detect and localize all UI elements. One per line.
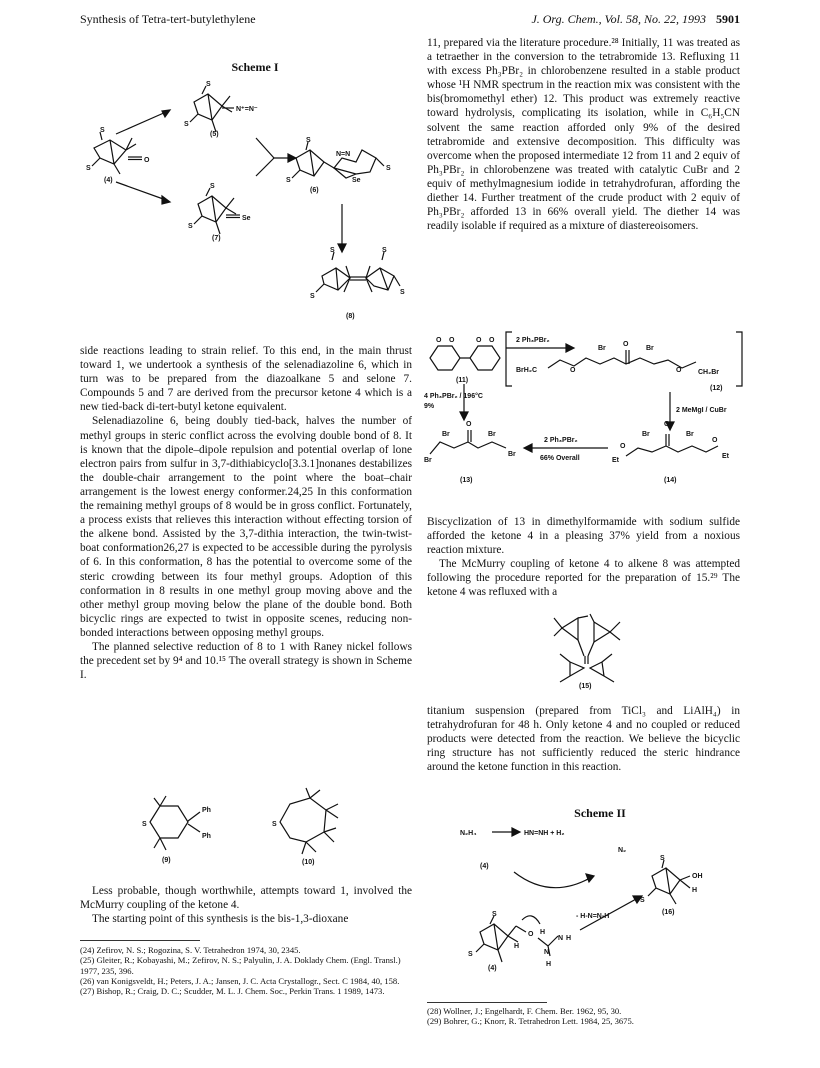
scheme-2-label-4b: (4) (488, 965, 497, 972)
scheme-2-atom-h: H (546, 961, 552, 968)
scheme-2-n2: N₂ (618, 847, 627, 854)
scheme-2-atom-h: H (540, 929, 546, 936)
route-atom-o: O (476, 337, 482, 344)
route-label-12: (12) (710, 385, 723, 392)
scheme-1-diagram (70, 78, 420, 340)
right-column-text-mid (427, 515, 740, 600)
scheme-2-atom-s: S (468, 951, 473, 958)
scheme-2-atom-h: H (692, 887, 698, 894)
route-reagent-4: 2 Ph₃PBr₂ (544, 437, 578, 444)
footnote: (25) Gleiter, R.; Kobayashi, M.; Zefirov, N. S.; Palyulin, J. A. Doklady Chem. (Engl. Transl.) 1977, 235, 396. (80, 955, 401, 976)
scheme-1-atom-s: S (386, 165, 391, 172)
scheme-1-atom-s: S (382, 247, 387, 254)
scheme-1-atom-s: S (184, 121, 189, 128)
footnote: (27) Bishop, R.; Craig, D. C.; Scudder, M. L. J. Chem. Soc., Perkin Trans. 1 1989, 1473. (80, 986, 385, 997)
scheme-2-hydrazine: N₂H₄ (460, 830, 477, 837)
structure-9-label: (9) (162, 857, 171, 864)
paragraph: titanium suspension (prepared from TiCl₃ and LiAlH₄) in tetrahydrofuran for 48 h. Only ketone 4 and no coupled or reduced products were detected from the reaction. We believe the bicyclic ring structure has not sufficiently reduced the steric hindrance around the ketone function in this reaction. (427, 705, 740, 774)
route-atom-o: O (664, 421, 670, 428)
right-column-text-lower (427, 704, 740, 774)
route-atom-br: Br (686, 431, 694, 438)
structure-15-label: (15) (579, 683, 592, 690)
footnote: (28) Wollner, J.; Engelhardt, F. Chem. Ber. 1962, 95, 30. (427, 1006, 622, 1016)
scheme-2-atom-n: N (544, 949, 550, 956)
structure-15 (548, 614, 628, 690)
scheme-2-label-16: (16) (662, 909, 675, 916)
structure-10-label: (10) (302, 859, 315, 866)
structure-9-atom-s: S (142, 821, 147, 828)
scheme-1-atom-s: S (210, 183, 215, 190)
scheme-1-atom-se: Se (242, 215, 251, 222)
route-reagent-3: 2 MeMgI / CuBr (676, 407, 727, 414)
right-column-text (427, 36, 740, 233)
scheme-2-oh: OH (692, 873, 703, 880)
scheme-1-diazo: N⁺=N⁻ (236, 106, 258, 113)
footnotes-left (80, 945, 412, 996)
route-atom-o: O (623, 341, 629, 348)
route-atom-br: Br (424, 457, 432, 464)
route-atom-o: O (676, 367, 682, 374)
structures-9-10 (130, 782, 380, 868)
footnote: (24) Zefirov, N. S.; Rogozina, S. V. Tetrahedron 1974, 30, 2345. (80, 945, 301, 955)
scheme-1-atom-s: S (400, 289, 405, 296)
route-atom-o: O (712, 437, 718, 444)
route-brh2c: BrH₂C (516, 367, 537, 374)
paragraph: side reactions leading to strain relief. To this end, in the main thrust toward 1, we undertook a synthesis of the selenadiazoline 6, which in turn was to be prepared from the diazoalkane 5 and selone 7. Compounds 5 and 7 are derived from the precursor ketone 4 which is a new tied-back di-tert-butyl ketone equivalent. (80, 345, 412, 414)
scheme-1-atom-s: S (306, 137, 311, 144)
scheme-1-title: Scheme I (231, 60, 279, 74)
route-label-13: (13) (460, 477, 473, 484)
route-label-14: (14) (664, 477, 677, 484)
scheme-1-label-8: (8) (346, 313, 355, 320)
paragraph: The planned selective reduction of 8 to 1 with Raney nickel follows the precedent set by 9⁴ and 10.¹⁵ The overall strategy is shown in Scheme I. (80, 640, 412, 682)
scheme-1-atom-s: S (86, 165, 91, 172)
left-column-text-bottom (80, 884, 412, 926)
paragraph: The starting point of this synthesis is the bis-1,3-dioxane (92, 913, 349, 926)
route-atom-br: Br (488, 431, 496, 438)
route-et: Et (612, 457, 619, 464)
scheme-1-atom-s: S (188, 223, 193, 230)
route-label-11: (11) (456, 377, 469, 384)
route-scheme (420, 322, 750, 498)
footnote-rule (80, 940, 200, 941)
footnote-rule (427, 1002, 547, 1003)
scheme-1-label-4: (4) (104, 177, 113, 184)
scheme-2-atom-n: N (558, 935, 564, 942)
scheme-2-title: Scheme II (574, 806, 626, 820)
scheme-1-atom-s: S (206, 81, 211, 88)
scheme-2-diimide: HN=NH + H₂ (524, 830, 565, 837)
journal-citation (531, 12, 740, 27)
scheme-2-diagram (440, 822, 740, 988)
route-atom-br: Br (642, 431, 650, 438)
scheme-1-atom-s: S (310, 293, 315, 300)
left-column-text (80, 344, 412, 682)
scheme-1-atom-se: Se (352, 177, 361, 184)
route-atom-o: O (489, 337, 495, 344)
scheme-2-atom-s: S (492, 911, 497, 918)
scheme-1-azo: N=N (336, 151, 351, 158)
route-atom-br: Br (598, 345, 606, 352)
route-reagent-1: 2 Ph₃PBr₂ (516, 337, 550, 344)
scheme-1-label-6: (6) (310, 187, 319, 194)
journal-name: J. Org. Chem., Vol. 58, No. 22, 1993 (531, 12, 706, 26)
route-atom-o: O (570, 367, 576, 374)
scheme-2-atom-h: H (566, 935, 572, 942)
paragraph: The McMurry coupling of ketone 4 to alkene 8 was attempted following the procedure reported for the preparation of 15.²⁹ The ketone 4 was refluxed with a (427, 558, 740, 599)
footnote: (29) Bohrer, G.; Knorr, R. Tetrahedron Lett. 1984, 25, 3675. (427, 1016, 634, 1027)
running-title: Synthesis of Tetra-tert-butylethylene (80, 12, 256, 26)
scheme-2-label-4: (4) (480, 863, 489, 870)
paragraph: Selenadiazoline 6, being doubly tied-back, halves the number of methyl groups in steric conflict across the evolving double bond of 8. It is known that the dipole–dipole repulsion and potential overlap of lone electron pairs from sulfur in 3,7-dithiabicyclo[3.3.1]nonanes destabilizes the double-chair arrangement to the point where the boat–chair arrangement is the lowest energy conformer.24,25 In this conformation the remaining methyl groups of 8 would be in gross conflict. Fortunately, a process exists that relieves this interaction without effecting torsion of the alkene bond. Assisted by the 3,7-dithia interaction, the twin-twist-boat conformation26,27 is expected to be accessible during the pyrolysis of 6. In this conformation, 8 has the potential to overcome some of the steric crowding between its four methyl groups. Adoption of this conformation in 8 results in one methyl group moving above and the other methyl group moving below the plane of the double bond. Both bicyclic rings are expected to twist in opposite scenes, reducing non-bonded interactions between opposing methyl groups. (80, 415, 412, 639)
scheme-2-atom-h: H (514, 943, 520, 950)
route-reagent-2: 4 Ph₃PBr₂ / 196°C (424, 393, 483, 400)
page-number: 5901 (716, 12, 740, 26)
scheme-1-label-7: (7) (212, 235, 221, 242)
paragraph: 11, prepared via the literature procedure.²⁸ Initially, 11 was treated as a tetraether in the conversion to the tetrabromide 13. Refluxing 11 with excess Ph₃PBr₂ in chlorobenzene resulted in a stable product whose ¹H NMR spectrum in the reaction mix was consistent with the bis(bromomethyl ether) 12. This product was extremely reactive toward hydrolysis, complicating its isolation, while in C₆H₅CN solvent the same reaction afforded only 9% of the desired tetrabromide and extensive decomposition. This difficulty was overcome when the proposed intermediate 12 from 11 and 2 equiv of Ph₃PBr₂ in chlorobenzene was treated with catalytic CuBr and 2 equiv of methylmagnesium iodide in tetrahydrofuran, affording the diether 14. Further treatment of the crude product with 2 equiv of Ph₃PBr₂ afforded 13 in 66% overall yield. The diether 14 was readily isolable if required as a mixture of diastereoisomers. (427, 37, 740, 233)
scheme-1-atom-s: S (286, 177, 291, 184)
paragraph: Less probable, though worthwhile, attempts toward 1, involved the McMurry coupling of the ketone 4. (80, 885, 412, 912)
route-atom-o: O (466, 421, 472, 428)
route-atom-o: O (620, 443, 626, 450)
scheme-2-atom-s: S (640, 897, 645, 904)
footnotes-right (427, 1006, 740, 1027)
structure-9-ph: Ph (202, 807, 211, 814)
scheme-1-label-5: (5) (210, 131, 219, 138)
route-atom-br: Br (646, 345, 654, 352)
scheme-1-atom-s: S (100, 127, 105, 134)
scheme-2-atom-o: O (528, 931, 534, 938)
scheme-1-atom-o: O (144, 157, 150, 164)
route-et: Et (722, 453, 729, 460)
route-ch2br: CH₂Br (698, 369, 719, 376)
structure-9-ph: Ph (202, 833, 211, 840)
scheme-1-atom-s: S (330, 247, 335, 254)
route-atom-o: O (449, 337, 455, 344)
route-atom-o: O (436, 337, 442, 344)
paragraph: Biscyclization of 13 in dimethylformamide with sodium sulfide afforded the ketone 4 in a pleasing 37% yield from a noxious reaction mixture. (427, 516, 740, 557)
route-atom-br: Br (508, 451, 516, 458)
scheme-2-minus-diimide: - H-N=N-H (576, 913, 610, 920)
scheme-2-atom-s: S (660, 855, 665, 862)
route-reagent-2-yield: 9% (424, 403, 435, 410)
route-atom-br: Br (442, 431, 450, 438)
footnote: (26) van Konigsveldt, H.; Peters, J. A.; Jansen, J. C. Acta Crystallogr., Sect. C 1984, 40, 158. (80, 975, 400, 986)
route-reagent-4-yield: 66% Overall (540, 455, 580, 462)
structure-10-atom-s: S (272, 821, 277, 828)
